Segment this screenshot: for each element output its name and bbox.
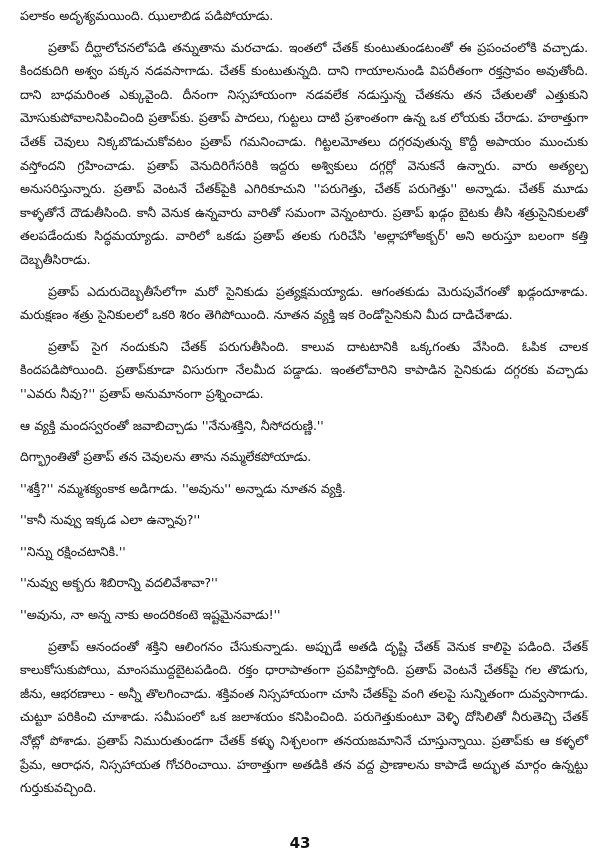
paragraph-4: ప్రతాప్ సైగ నందుకుని చేతక్ పరుగుతీసింది. కాలువ దాటటానికి ఒక్కగంతు వేసింది. ఓపిక చాలక కిందపడిపోయింది. ప్రతాప్‌కూడా విసురుగా నేలమీద పడ్డాడు. ఇంతలోవారిని కాపాడిన సైనికుడు దగ్గరకు వచ్చాడు ''ఎవరు నీవు?'' ప్రతాప్ అనుమానంగా ప్రశ్నించాడు. [20,338,588,401]
paragraph-3: ప్రతాప్ ఎదురుదెబ్బతీసేలోగా మరో సైనికుడు ప్రత్యక్షమయ్యాడు. ఆగంతకుడు మెరుపువేగంతో ఖడ్గందూశాడు. మరుక్షణం శత్రు సైనికులలో ఒకరి శిరం తెగిపోయింది. నూతన వ్యక్తి ఇక రెండోసైనికుని మీద దాడిచేశాడు. [20,283,588,323]
paragraph-6: దిగ్భ్రాంతితో ప్రతాప్ తన చెవులను తాను నమ్మలేకపోయాడు. [20,449,312,465]
paragraph-2: ప్రతాప్ దీర్ఘాలోచనలోపడి తన్నుతాను మరచాడు. ఇంతలో చేతక్ కుంటుతుండటంతో ఈ ప్రపంచంలోకి వచ్చాడు. కిందకుదిగి అశ్వం పక్కన నడవసాగాడు. చేతక్ కుంటుతున్నది. దాని గాయాలనుండి విపరీతంగా రక్తస్రావం అవుతోంది. దాని బాధమరింత ఎక్కువైంది. దీనంగా నిస్సహాయంగా నడవలేక నడుస్తున్న చేతకను తన చేతులతో ఎత్తుకుని మోసుకుపోవాలనిపించింది ప్రతాప్‌కు. ప్రతాప్ పాదలు, గుట్టలు దాటి ప్రశాంతంగా ఉన్న ఒక లోయకు చేరాడు. హఠాత్తుగా చేతక్ చెవులు నిక్కబొడుచుకోవటం ప్రతాప్ గమనించాడు. గిట్టలమోతలు దగ్గరవుతున్న కొద్దీ అపాయం ముంచుకు వస్తోందని గ్రహించాడు. ప్రతాప్ వెనుదిరిగేసరికి ఇద్దరు అశ్వికులు దగ్గర్లో వెనుకనే ఉన్నారు. వారు అత్యల్ప అనుసరిస్తున్నారు. ప్రతాప్ వెంటనే చేతక్‌పైకి ఎగిరికూచుని ''పరుగెత్తు, చేతక్ పరుగెత్తు'' అన్నాడు. చేతక్ మూడు కాళ్ళతోనే దౌడుతీసింది. కానీ వెనుక ఉన్నవారు వారితో సమంగా వెన్నంటారు. ప్రతాప్ ఖడ్గం బైటకు తీసి శత్రుసైనికులతో తలపడేందుకు సిద్ధమయ్యాడు. వారిలో ఒకడు ప్రతాప్ తలకు గురిచేసి 'అల్లాహోఅక్బర్' అని అరుస్తూ బలంగా కత్తి దెబ్బతీసిరాడు. [20,39,588,267]
dialogue-line-4: ''నువ్వు అక్బరు శిబిరాన్ని వదలివేశావా?'' [20,575,218,591]
page-number: 43 [289,834,311,852]
page-body [20,4,588,808]
dialogue-line-2: ''కానీ నువ్వు ఇక్కడ ఎలా ఉన్నావు?'' [20,512,201,528]
paragraph-5: ఆ వ్యక్తి మందస్వరంతో జవాబిచ్చాడు ''నేనుశక్తిని, నీసోదరుణ్ణి.'' [20,417,324,433]
paragraph-1: పలాకం అదృశ్యమయింది. ఝులాబిడ పడిపోయాడు. [20,8,274,23]
dialogue-line-3: ''నిన్ను రక్షించటానికి.'' [20,543,126,559]
paragraph-final: ప్రతాప్ ఆనందంతో శక్తిని ఆలింగనం చేసుకున్నాడు. అప్పుడే అతడి దృష్టి చేతక్ వెనుక కాలిపై పడింది. చేతక్ కాలుకోసుకుపోయి, మాంసముద్దబైటపడింది. రక్తం ధారాపాతంగా ప్రవహిస్తోంది. ప్రతాప్ వెంటనే చేతక్‌పై గల తొడుగు, జీను, ఆభరణాలు - అన్నీ తొలగించాడు. శక్తివంత నిస్సహాయంగా చూసి చేతక్‌పై వంగి తలపై సున్నితంగా దువ్వసాగాడు. చుట్టూ పరికించి చూశాడు. సమీపంలో ఒక జలాశయం కనిపించింది. పరుగెత్తుకుంటూ వెళ్ళి దోసిలితో నీరుతెచ్చి చేతక్ నోట్లో పోశాడు. ప్రతాప్ నిమురుతుండగా చేతక్ కళ్ళు నిశ్చలంగా తనయజమానినే చూస్తున్నాయి. ప్రతాప్‌కు ఆ కళ్ళలో ప్రేమ, ఆరాధన, నిస్సహాయత గోచరించాయి. హఠాత్తుగా అతడికి తన వద్ద ప్రాణాలను కాపాడే అద్భుత మార్గం ఉన్నట్టు గుర్తుకువచ్చింది. [20,638,588,796]
dialogue-line-5: ''అవును, నా అన్న నాకు అందరికంటె ఇష్టమైనవాడు!'' [20,607,281,623]
dialogue-line-1: ''శక్తీ?'' నమ్మశక్యంకాక అడిగాడు. ''అవును'' అన్నాడు నూతన వ్యక్తి. [20,480,346,496]
